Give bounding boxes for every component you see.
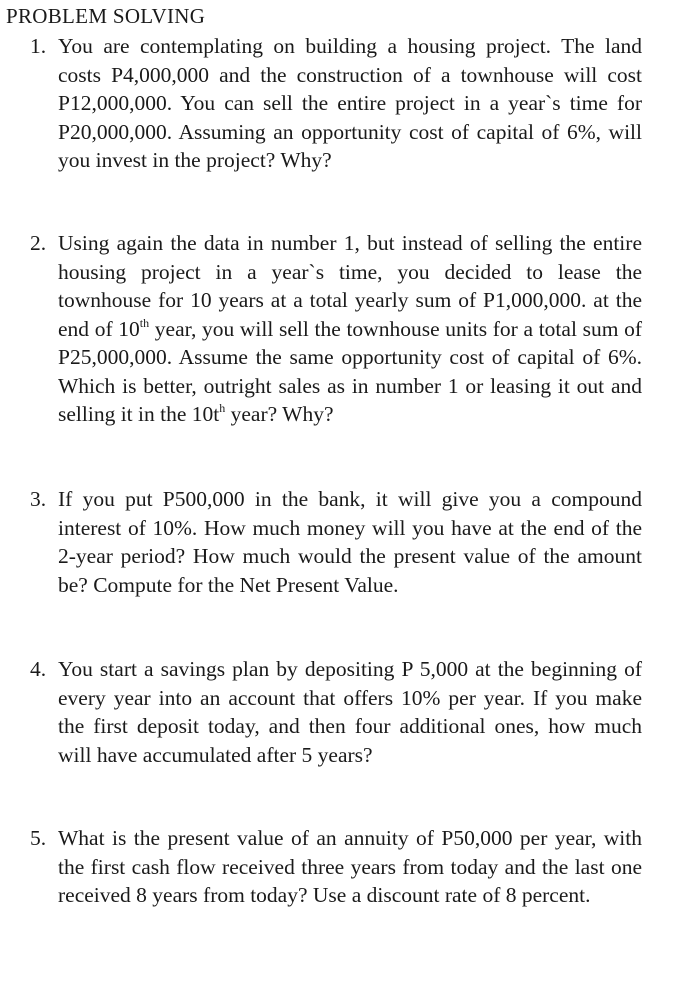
problem-number: 5. xyxy=(30,826,47,850)
problem-text: You are contemplating on building a housing project. The land costs P4,000,000 and the construction of a townhouse will cost P12,000,000. You can sell the entire project in a year`s time for P20,000,000. Assuming an opportunity cost of capital of 6%, will you invest in the project? Why? xyxy=(58,34,642,172)
problem-text-part: Using again the data in number 1, but instead of selling the entire housing project in a year`s time, you decided to lease the townhouse for 10 years at a total yearly sum of P1,000,000. at the end of 10 xyxy=(58,231,642,341)
page-title: PROBLEM SOLVING xyxy=(6,4,206,28)
ordinal-suffix: h xyxy=(219,401,226,415)
problem-4 xyxy=(30,655,642,769)
problem-1 xyxy=(30,32,642,175)
problem-number: 4. xyxy=(30,657,47,681)
problem-text-part: year, you will sell the townhouse units for a total sum of P25,000,000. Assume the same opportunity cost of capital of 6%. Which is better, outright sales as in number 1 or leasing it out and selling it in the 10t xyxy=(58,316,642,426)
problem-3 xyxy=(30,485,642,599)
problem-text: You start a savings plan by depositing P 5,000 at the beginning of every year into an account that offers 10% per year. If you make the first deposit today, and then four additional ones, how much will have accumulated after 5 years? xyxy=(58,657,642,767)
ordinal-suffix: th xyxy=(139,315,150,330)
problem-number: 1. xyxy=(30,34,47,58)
problem-text xyxy=(58,229,642,429)
problem-number: 2. xyxy=(30,231,47,255)
problem-text-part: year? Why? xyxy=(225,402,334,426)
problem-2 xyxy=(30,229,642,429)
problem-text: What is the present value of an annuity of P50,000 per year, with the first cash flow received three years from today and the last one received 8 years from today? Use a discount rate of 8 percent. xyxy=(58,826,642,907)
problem-text: If you put P500,000 in the bank, it will give you a compound interest of 10%. How much money will you have at the end of the 2-year period? How much would the present value of the amount be? Compute for the Net Present Value. xyxy=(58,487,642,597)
problem-5 xyxy=(30,824,642,910)
problem-number: 3. xyxy=(30,487,47,511)
